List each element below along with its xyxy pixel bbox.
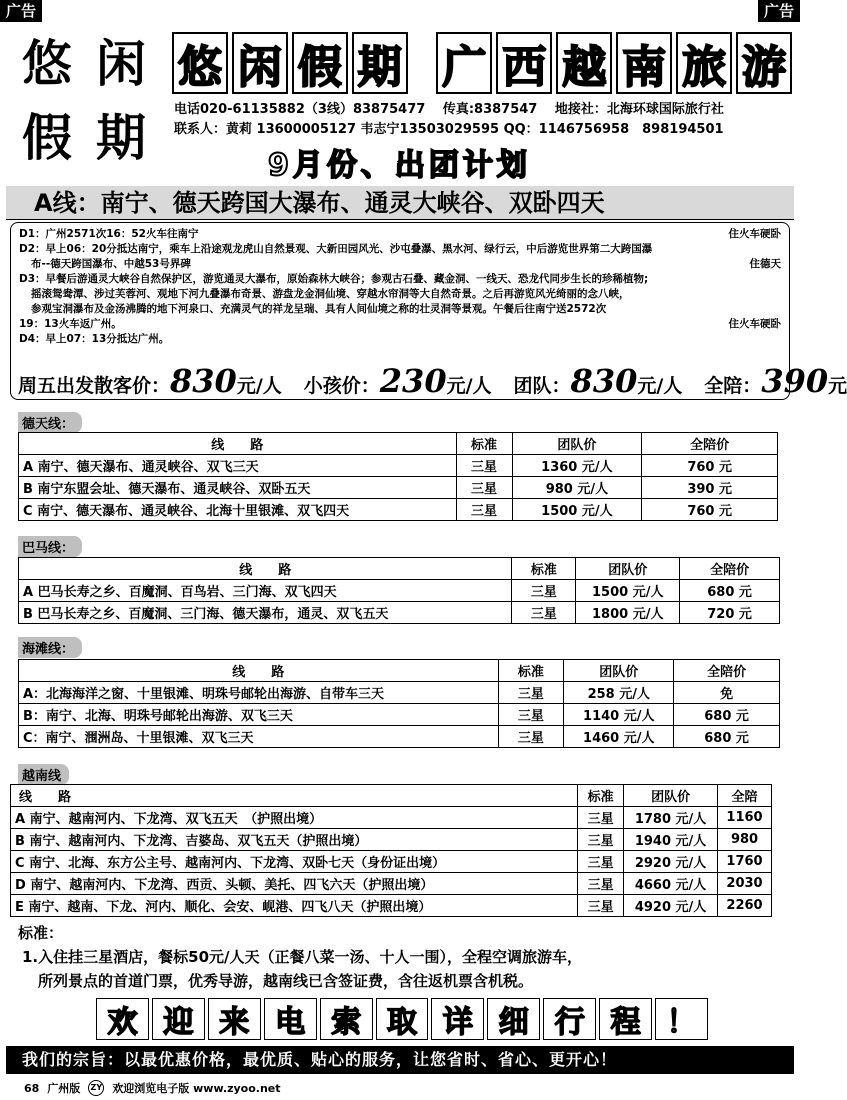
- group-price-unit: 元/人: [637, 375, 683, 397]
- logo-char: 期: [96, 108, 146, 167]
- standard-line1: 1.入住挂三星酒店，餐标50元/人天（正餐八菜一汤、十人一围），全程空调旅游车，: [22, 948, 582, 966]
- welcome-char: 来: [208, 998, 261, 1040]
- header-group-price: 团队价: [576, 558, 680, 580]
- title-char: 游: [736, 32, 792, 94]
- itinerary-day3-cont: 摇滚鸳鸯潭、涉过芙蓉河、观地下河九叠瀑布奇景、游盘龙金洞仙境、穿越水帘洞等大自然奇景。之后再游览风光绮丽的念八峡，: [31, 288, 630, 300]
- header-route: 线 路: [19, 660, 499, 682]
- section-label-haitan: 海滩线：: [18, 637, 82, 658]
- header-group-price: 团队价: [512, 433, 642, 455]
- table-header: [19, 558, 780, 580]
- title-char: 越: [556, 32, 612, 94]
- logo-char: 闲: [96, 34, 146, 93]
- itinerary-day2: D2：早上06：20分抵达南宁，乘车上沿途观龙虎山自然景观、大新田园风光、沙屯叠瀑、黑水河、绿行云，中后游览世界第二大跨国瀑: [19, 243, 653, 255]
- title-char: 广: [436, 32, 492, 94]
- group-price-label: 团队：: [513, 375, 571, 397]
- title-char: 西: [496, 32, 552, 94]
- group-price-value: 830: [570, 362, 638, 400]
- table-header: [19, 660, 780, 682]
- itinerary-day2-cont: 布--德天跨国瀑布、中越53号界碑 住德天: [31, 258, 781, 270]
- header-group-price: 团队价: [564, 660, 674, 682]
- contact-persons: 联系人：黄莉 13600005127 韦志宁13503029595 QQ：1146756958 898194501: [174, 122, 724, 137]
- plan-title: 9月份、出团计划: [268, 148, 531, 183]
- haitan-table: [18, 659, 780, 748]
- table-row: C 南宁、北海、东方公主号、越南河内、下龙湾、双卧七天（身份证出境） 三星 2920 元/人 1760: [11, 851, 772, 873]
- section-label-detian: 德天线：: [18, 412, 82, 433]
- welcome-char: 详: [431, 998, 484, 1040]
- table-header: [11, 785, 772, 807]
- title-char: 假: [292, 32, 348, 94]
- welcome-char: 细: [487, 998, 540, 1040]
- logo-char: 假: [22, 108, 72, 167]
- header-route: 线 路: [11, 785, 578, 807]
- welcome-char: 欢: [96, 998, 149, 1040]
- header-standard: 标准: [578, 785, 624, 807]
- company-title: [172, 32, 792, 94]
- welcome-char: 程: [599, 998, 652, 1040]
- welcome-char: 行: [543, 998, 596, 1040]
- table-row: A 巴马长寿之乡、百魔洞、百鸟岩、三门海、双飞四天 三星 1500 元/人 680 元: [19, 580, 780, 602]
- welcome-banner: [96, 998, 708, 1040]
- header-standard: 标准: [456, 433, 512, 455]
- table-header: [19, 433, 778, 455]
- welcome-char: 取: [376, 998, 429, 1040]
- title-char: 南: [616, 32, 672, 94]
- bama-table: [18, 557, 780, 624]
- full-price-value: 390: [761, 362, 829, 400]
- itinerary-day1: D1：广州2571次16：52火车往南宁 住火车硬卧: [19, 228, 781, 240]
- welcome-char: ！: [655, 998, 708, 1040]
- retail-price-unit: 元/人: [236, 375, 282, 397]
- ad-label-left: 广告: [0, 0, 42, 22]
- title-char: 悠: [172, 32, 228, 94]
- table-row: B 南宁东盟会址、德天瀑布、通灵峡谷、双卧五天 三星 980 元/人 390 元: [19, 477, 778, 499]
- footer: [24, 1080, 281, 1096]
- welcome-char: 电: [264, 998, 317, 1040]
- vietnam-table: [10, 784, 772, 917]
- price-row: [18, 362, 847, 400]
- retail-price-value: 830: [170, 362, 237, 400]
- logo-char: 悠: [22, 34, 72, 93]
- full-price-label: 全陪：: [704, 375, 762, 397]
- zyoo-logo-icon: ZY: [88, 1080, 104, 1096]
- section-label-bama: 巴马线：: [18, 536, 82, 557]
- ad-label-right: 广告: [758, 0, 800, 22]
- header-route: 线 路: [19, 433, 457, 455]
- table-row: B 巴马长寿之乡、百魔洞、三门海、德天瀑布，通灵、双飞五天 三星 1800 元/人 720 元: [19, 602, 780, 624]
- table-row: B 南宁、越南河内、下龙湾、吉婆岛、双飞五天（护照出境） 三星 1940 元/人 980: [11, 829, 772, 851]
- child-price-value: 230: [379, 362, 447, 400]
- header-standard: 标准: [512, 558, 576, 580]
- edition-label: 广州版: [47, 1082, 81, 1095]
- welcome-char: 索: [320, 998, 373, 1040]
- header-full-price: 全陪价: [642, 433, 778, 455]
- child-price-unit: 元/人: [446, 375, 492, 397]
- browse-link[interactable]: 欢迎浏览电子版 www.zyoo.net: [112, 1082, 281, 1095]
- detian-table: [18, 432, 778, 521]
- standard-title: 标准：: [18, 924, 64, 942]
- retail-price-label: 周五出发散客价：: [18, 375, 171, 397]
- itinerary-day3-cont: 19：13火车返广州。 住火车硬卧: [19, 318, 781, 330]
- a-line-title: A线：南宁、德天跨国大瀑布、通灵大峡谷、双卧四天: [6, 186, 794, 220]
- logo: [18, 36, 168, 176]
- table-row: C：南宁、涠洲岛、十里银滩、双飞三天 三星 1460 元/人 680 元: [19, 726, 780, 748]
- header-full-price: 全陪价: [680, 558, 780, 580]
- table-row: A 南宁、德天瀑布、通灵峡谷、双飞三天 三星 1360 元/人 760 元: [19, 455, 778, 477]
- page-number: 68: [24, 1081, 40, 1095]
- itinerary-day4: D4：早上07：13分抵达广州。: [19, 333, 170, 345]
- welcome-char: 迎: [152, 998, 205, 1040]
- header-full-price: 全陪: [718, 785, 772, 807]
- title-gap: [412, 32, 433, 94]
- standard-line2: 所列景点的首道门票，优秀导游，越南线已含签证费，含往返机票含机税。: [38, 972, 534, 990]
- header-group-price: 团队价: [624, 785, 718, 807]
- title-char: 旅: [676, 32, 732, 94]
- child-price-label: 小孩价：: [303, 375, 380, 397]
- full-price-unit: 元: [828, 375, 847, 397]
- header-route: 线 路: [19, 558, 512, 580]
- section-label-vietnam: 越南线: [18, 764, 69, 785]
- table-row: A 南宁、越南河内、下龙湾、双飞五天 （护照出境） 三星 1780 元/人 1160: [11, 807, 772, 829]
- slogan-bar: 我们的宗旨：以最优惠价格，最优质、贴心的服务，让您省时、省心、更开心！: [6, 1046, 794, 1074]
- header-full-price: 全陪价: [674, 660, 780, 682]
- contact-phone: 电话020-61135882（3线）83875477 传真:8387547 地接社：北海环球国际旅行社: [174, 102, 724, 117]
- table-row: E 南宁、越南、下龙、河内、顺化、会安、岘港、四飞八天（护照出境） 三星 4920 元/人 2260: [11, 895, 772, 917]
- itinerary-day3: D3：早餐后游通灵大峡谷自然保护区，游览通灵大瀑布，原始森林大峡谷；参观古石叠、藏金洞、一线天、恐龙代同步生长的珍稀植物;: [19, 273, 649, 285]
- title-char: 闲: [232, 32, 288, 94]
- table-row: C 南宁、德天瀑布、通灵峡谷、北海十里银滩、双飞四天 三星 1500 元/人 760 元: [19, 499, 778, 521]
- table-row: D 南宁、越南河内、下龙湾、西贡、头顿、美托、四飞六天（护照出境） 三星 4660 元/人 2030: [11, 873, 772, 895]
- header-standard: 标准: [498, 660, 564, 682]
- table-row: A：北海海洋之窗、十里银滩、明珠号邮轮出海游、自带车三天 三星 258 元/人 免: [19, 682, 780, 704]
- title-char: 期: [352, 32, 408, 94]
- itinerary-day3-cont: 参观宝洞瀑布及金汤沸腾的地下河泉口、充满灵气的祥龙呈瑞、具有人间仙境之称的壮灵洞等景观。午餐后往南宁送2572次: [31, 303, 607, 315]
- table-row: B：南宁、北海、明珠号邮轮出海游、双飞三天 三星 1140 元/人 680 元: [19, 704, 780, 726]
